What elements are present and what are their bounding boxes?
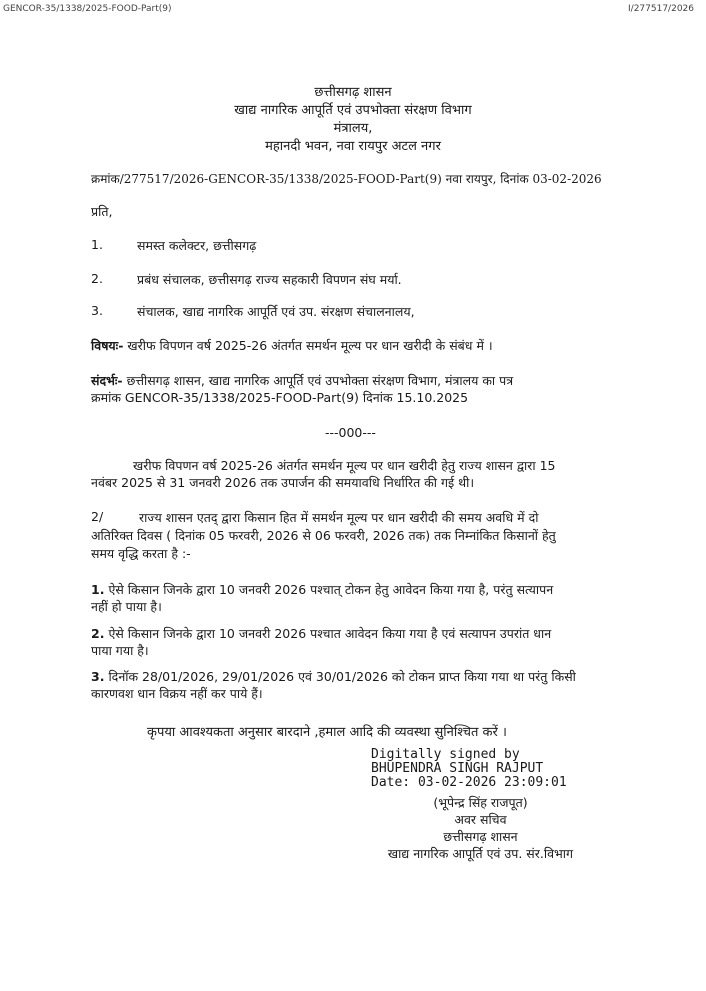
- condition-continuation: कारणवश धान विक्रय नहीं कर पाये हैं।: [91, 686, 263, 701]
- recipient-number: 3.: [91, 303, 103, 318]
- recipient-text: प्रबंध संचालक, छत्तीसगढ़ राज्य सहकारी विपणन संघ मर्या.: [137, 272, 402, 287]
- subject-line: [91, 337, 493, 354]
- condition-text: दिनॉक 28/01/2026, 29/01/2026 एवं 30/01/2026 को टोकन प्राप्त किया गया था परंतु किसी: [108, 669, 576, 684]
- condition-number: 2.: [91, 626, 105, 641]
- page-header-left: GENCOR-35/1338/2025-FOOD-Part(9): [3, 4, 172, 14]
- subject-label: विषयः-: [91, 338, 124, 353]
- digital-signature-line-1: Digitally signed by: [371, 747, 520, 762]
- letterhead-line-2: खाद्य नागरिक आपूर्ति एवं उपभोक्ता संरक्षण विभाग: [234, 103, 472, 118]
- signatory-org-1: छत्तीसगढ़ शासन: [443, 829, 518, 844]
- prati: प्रति,: [91, 204, 113, 219]
- signatory-org-2: खाद्य नागरिक आपूर्ति एवं उप. संर.विभाग: [387, 846, 574, 861]
- recipient-text: संचालक, खाद्य नागरिक आपूर्ति एवं उप. संरक्षण संचालनालय,: [137, 304, 415, 319]
- subject-text: खरीफ विपणन वर्ष 2025-26 अंतर्गत समर्थन मूल्य पर धान खरीदी के संबंध में ।: [127, 338, 493, 353]
- paragraph-2-line-1: राज्य शासन एतद् द्वारा किसान हित में समर्थन मूल्य पर धान खरीदी की समय अवधि में दो: [139, 510, 539, 525]
- recipient-text: समस्त कलेक्टर, छत्तीसगढ़: [137, 238, 257, 253]
- condition-continuation: पाया गया है।: [91, 643, 149, 658]
- page-header-right: I/277517/2026: [628, 4, 694, 14]
- paragraph-1-line-1: खरीफ विपणन वर्ष 2025-26 अंतर्गत समर्थन मूल्य पर धान खरीदी हेतु राज्य शासन द्वारा 15: [133, 458, 556, 473]
- condition-item: [91, 581, 553, 598]
- reference-line-2: क्रमांक GENCOR-35/1338/2025-FOOD-Part(9) दिनांक 15.10.2025: [91, 390, 469, 405]
- paragraph-1-line-2: नवंबर 2025 से 31 जनवरी 2026 तक उपार्जन की समयावधि निर्धारित की गई थी।: [91, 475, 475, 490]
- condition-text: ऐसे किसान जिनके द्वारा 10 जनवरी 2026 पश्चात आवेदन किया गया है एवं सत्यापन उपरांत धान: [108, 626, 552, 641]
- condition-number: 1.: [91, 582, 105, 597]
- signatory-designation: अवर सचिव: [454, 812, 507, 827]
- separator: ---000---: [325, 425, 376, 440]
- signatory-name: (भूपेन्द्र सिंह राजपूत): [433, 795, 528, 810]
- paragraph-2-line-2: अतिरिक्त दिवस ( दिनांक 05 फरवरी, 2026 से 06 फरवरी, 2026 तक) तक निम्नांकित किसानों हेतु: [91, 528, 556, 543]
- letterhead-line-1: छत्तीसगढ़ शासन: [314, 85, 392, 100]
- recipient-number: 2.: [91, 271, 103, 286]
- condition-text: ऐसे किसान जिनके द्वारा 10 जनवरी 2026 पश्चात् टोकन हेतु आवेदन किया गया है, परंतु सत्यापन: [108, 582, 554, 597]
- condition-item: [91, 668, 576, 685]
- letterhead-line-4: महानदी भवन, नवा रायपुर अटल नगर: [265, 139, 441, 154]
- closing-instruction: कृपया आवश्यकता अनुसार बारदाने ,हमाल आदि की व्यवस्था सुनिश्चित करें ।: [147, 725, 507, 740]
- reference-line-1: [91, 372, 513, 389]
- paragraph-2-number: 2/: [91, 509, 104, 524]
- paragraph-2-line-3: समय वृद्धि करता है :-: [91, 546, 191, 561]
- reference-label: संदर्भः-: [91, 373, 123, 388]
- recipient-number: 1.: [91, 237, 103, 252]
- condition-continuation: नहीं हो पाया है।: [91, 599, 162, 614]
- reference-number: क्रमांक/277517/2026-GENCOR-35/1338/2025-FOOD-Part(9) नवा रायपुर, दिनांक 03-02-2026: [91, 172, 602, 186]
- letterhead-line-3: मंत्रालय,: [333, 121, 373, 136]
- condition-item: [91, 625, 551, 642]
- digital-signature-name: BHUPENDRA SINGH RAJPUT: [371, 761, 544, 776]
- condition-number: 3.: [91, 669, 105, 684]
- reference-text: छत्तीसगढ़ शासन, खाद्य नागरिक आपूर्ति एवं उपभोक्ता संरक्षण विभाग, मंत्रालय का पत्र: [126, 373, 514, 388]
- digital-signature-date: Date: 03-02-2026 23:09:01: [371, 775, 567, 790]
